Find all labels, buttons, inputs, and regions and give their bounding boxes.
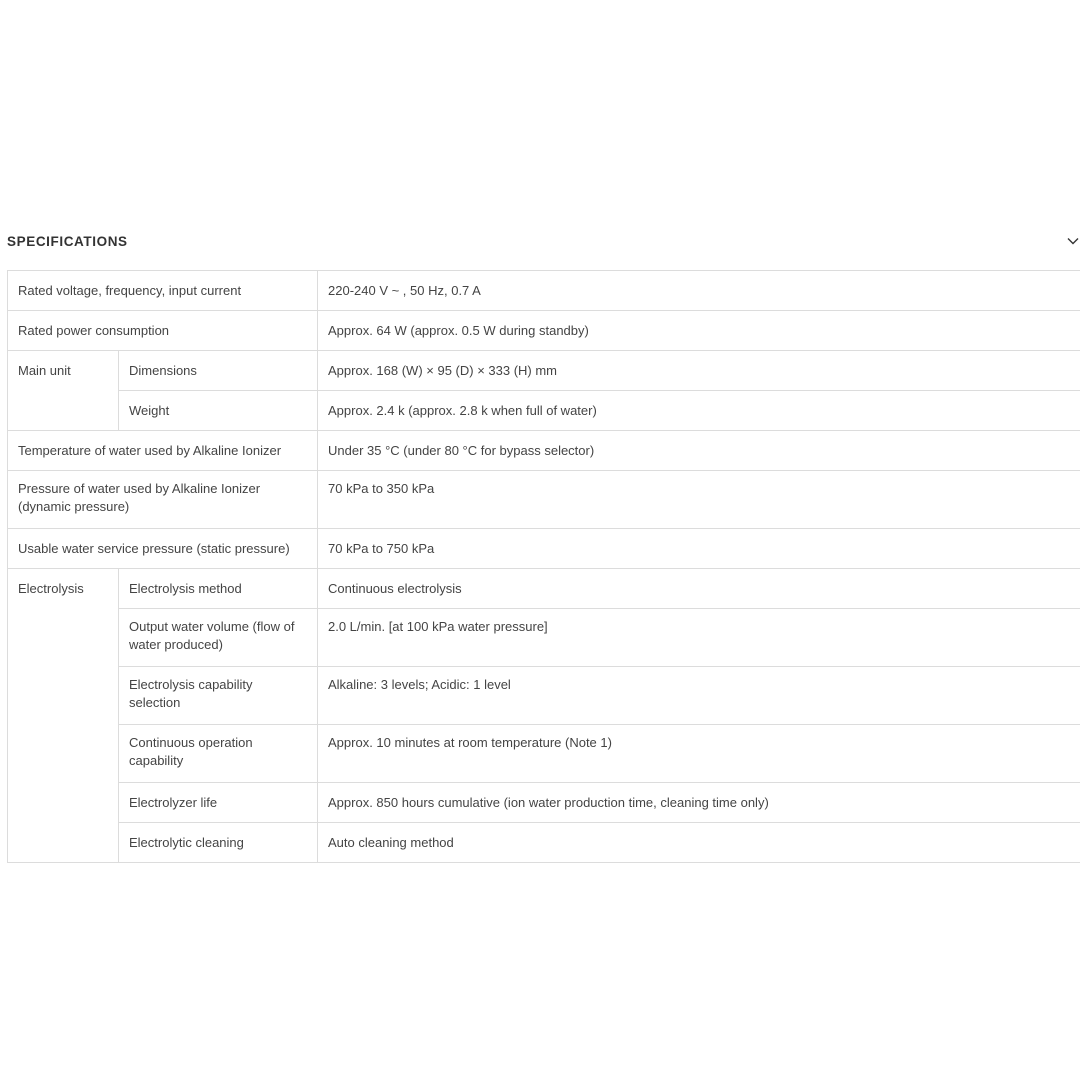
- spec-group-label: Electrolysis: [8, 569, 119, 863]
- spec-sublabel: Electrolysis method: [119, 569, 318, 609]
- table-row: [8, 725, 1080, 783]
- spec-value: Approx. 850 hours cumulative (ion water production time, cleaning time only): [318, 783, 1080, 823]
- table-row: [8, 823, 1080, 863]
- table-row: [8, 569, 1080, 609]
- spec-sublabel: Weight: [119, 391, 318, 431]
- table-row: [8, 667, 1080, 725]
- chevron-down-icon[interactable]: [1066, 234, 1080, 248]
- table-row: [8, 311, 1080, 351]
- spec-sublabel: Continuous operation capability: [119, 725, 318, 783]
- specifications-table: [7, 270, 1080, 863]
- spec-value: Approx. 168 (W) × 95 (D) × 333 (H) mm: [318, 351, 1080, 391]
- spec-value: Under 35 °C (under 80 °C for bypass selector): [318, 431, 1080, 471]
- spec-label: Pressure of water used by Alkaline Ionizer (dynamic pressure): [8, 471, 318, 529]
- spec-label: Temperature of water used by Alkaline Ionizer: [8, 431, 318, 471]
- spec-value: 70 kPa to 750 kPa: [318, 529, 1080, 569]
- spec-sublabel: Electrolysis capability selection: [119, 667, 318, 725]
- table-row: [8, 271, 1080, 311]
- spec-sublabel: Electrolyzer life: [119, 783, 318, 823]
- spec-value: 70 kPa to 350 kPa: [318, 471, 1080, 529]
- spec-value: 220-240 V ~ , 50 Hz, 0.7 A: [318, 271, 1080, 311]
- spec-sublabel: Electrolytic cleaning: [119, 823, 318, 863]
- table-row: [8, 529, 1080, 569]
- spec-value: Alkaline: 3 levels; Acidic: 1 level: [318, 667, 1080, 725]
- table-row: [8, 351, 1080, 391]
- table-row: [8, 609, 1080, 667]
- table-row: [8, 471, 1080, 529]
- table-row: [8, 431, 1080, 471]
- spec-group-label: Main unit: [8, 351, 119, 431]
- spec-value: Approx. 64 W (approx. 0.5 W during standby): [318, 311, 1080, 351]
- spec-sublabel: Dimensions: [119, 351, 318, 391]
- spec-value: Auto cleaning method: [318, 823, 1080, 863]
- spec-value: Approx. 10 minutes at room temperature (Note 1): [318, 725, 1080, 783]
- specifications-accordion-header[interactable]: [7, 226, 1080, 256]
- spec-value: Approx. 2.4 k (approx. 2.8 k when full of water): [318, 391, 1080, 431]
- spec-sublabel: Output water volume (flow of water produced): [119, 609, 318, 667]
- spec-value: 2.0 L/min. [at 100 kPa water pressure]: [318, 609, 1080, 667]
- spec-label: Usable water service pressure (static pressure): [8, 529, 318, 569]
- table-row: [8, 391, 1080, 431]
- spec-label: Rated voltage, frequency, input current: [8, 271, 318, 311]
- spec-value: Continuous electrolysis: [318, 569, 1080, 609]
- table-row: [8, 783, 1080, 823]
- spec-label: Rated power consumption: [8, 311, 318, 351]
- section-title: SPECIFICATIONS: [7, 233, 128, 249]
